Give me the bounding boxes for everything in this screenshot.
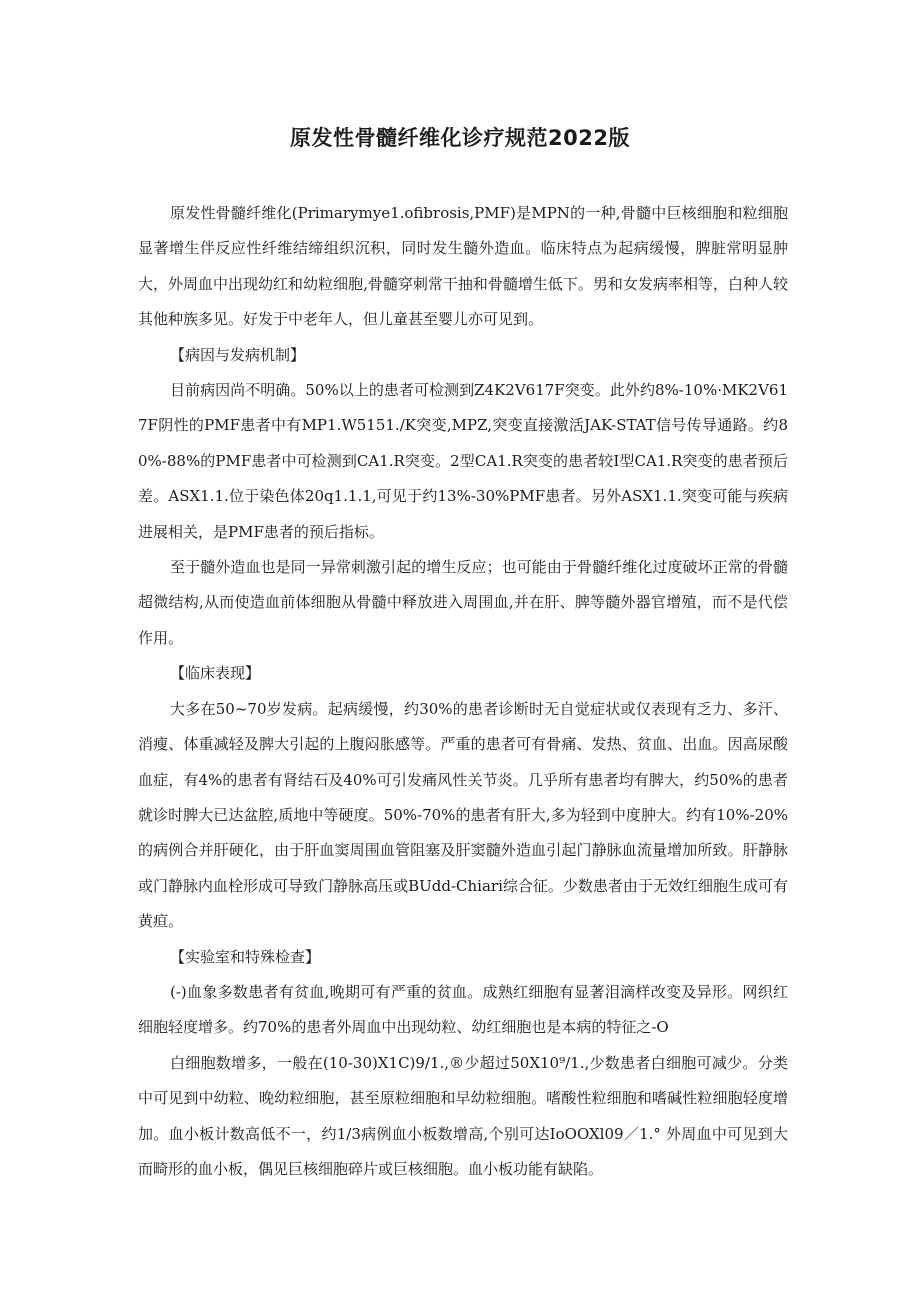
intro-paragraph: 原发性骨髓纤维化(Primarymye1.ofibrosis,PMF)是MPN的一种,骨髓中巨核细胞和粒细胞显著增生伴反应性纤维结缔组织沉积，同时发生髓外造血。临床特点为起病缓慢，脾脏常明显肿大，外周血中出现幼红和幼粒细胞,骨髓穿刺常干抽和骨髓增生低下。男和女发病率相等，白种人较其他种族多见。好发于中老年人，但儿童甚至婴儿亦可见到。 — [138, 204, 788, 329]
etiology-paragraph-1: 目前病因尚不明确。50%以上的患者可检测到Z4K2V617F突变。此外约8%-10%·MK2V617F阴性的PMF患者中有MP1.W5151./K突变,MPZ,突变直接激活JAK-STAT信号传导通路。约80%-88%的PMF患者中可检测到CA1.R突变。2型CA1.R突变的患者较I型CA1.R突变的患者预后差。ASX1.1.位于染色体20q1.1.1,可见于约13%-30%PMF患者。另外ASX1.1.突变可能与疾病进展相关，是PMF患者的预后指标。 — [138, 381, 788, 541]
clinical-paragraph-1: 大多在50~70岁发病。起病缓慢，约30%的患者诊断时无自觉症状或仅表现有乏力、多汗、消瘦、体重减轻及脾大引起的上腹闷胀感等。严重的患者可有骨痛、发热、贫血、出血。因高尿酸血症，有4%的患者有肾结石及40%可引发痛风性关节炎。几乎所有患者均有脾大，约50%的患者就诊时脾大已达盆腔,质地中等硬度。50%-70%的患者有肝大,多为轻到中度肿大。约有10%-20%的病例合并肝硬化，由于肝血窦周围血管阻塞及肝窦髓外造血引起门静脉血流量增加所致。肝静脉或门静脉内血栓形成可导致门静脉高压或BUdd-Chiari综合征。少数患者由于无效红细胞生成可有黄疸。 — [138, 699, 788, 931]
section-lab — [138, 940, 788, 1188]
lab-paragraph-2: 白细胞数增多，一般在(10-30)X1C)9/1.,®少超过50X10⁹/1.,少数患者白细胞可减少。分类中可见到中幼粒、晚幼粒细胞，甚至原粒细胞和早幼粒细胞。嗜酸性粒细胞和嗜碱性粒细胞轻度增加。血小板计数高低不一，约1/3病例血小板数增高,个别可达IoOOXl09／1.° 外周血中可见到大而畸形的血小板，偶见巨核细胞碎片或巨核细胞。血小板功能有缺陷。 — [138, 1053, 788, 1178]
document-body — [138, 196, 788, 1187]
section-heading-clinical: 【临床表现】 — [170, 664, 261, 683]
section-heading-etiology: 【病因与发病机制】 — [170, 345, 306, 364]
etiology-paragraph-2: 至于髓外造血也是同一异常刺激引起的增生反应；也可能由于骨髓纤维化过度破坏正常的骨髓超微结构,从而使造血前体细胞从骨髓中释放进入周围血,并在肝、脾等髓外器官增殖，而不是代偿作用。 — [138, 558, 788, 647]
section-clinical — [138, 656, 788, 939]
document-title: 原发性骨髓纤维化诊疗规范2022版 — [290, 126, 630, 150]
section-heading-lab: 【实验室和特殊检查】 — [170, 947, 321, 966]
section-etiology — [138, 338, 788, 657]
lab-paragraph-1: (-)血象多数患者有贫血,晚期可有严重的贫血。成熟红细胞有显著泪滴样改变及异形。网织红细胞轻度增多。约70%的患者外周血中出现幼粒、幼红细胞也是本病的特征之-O — [138, 982, 788, 1037]
